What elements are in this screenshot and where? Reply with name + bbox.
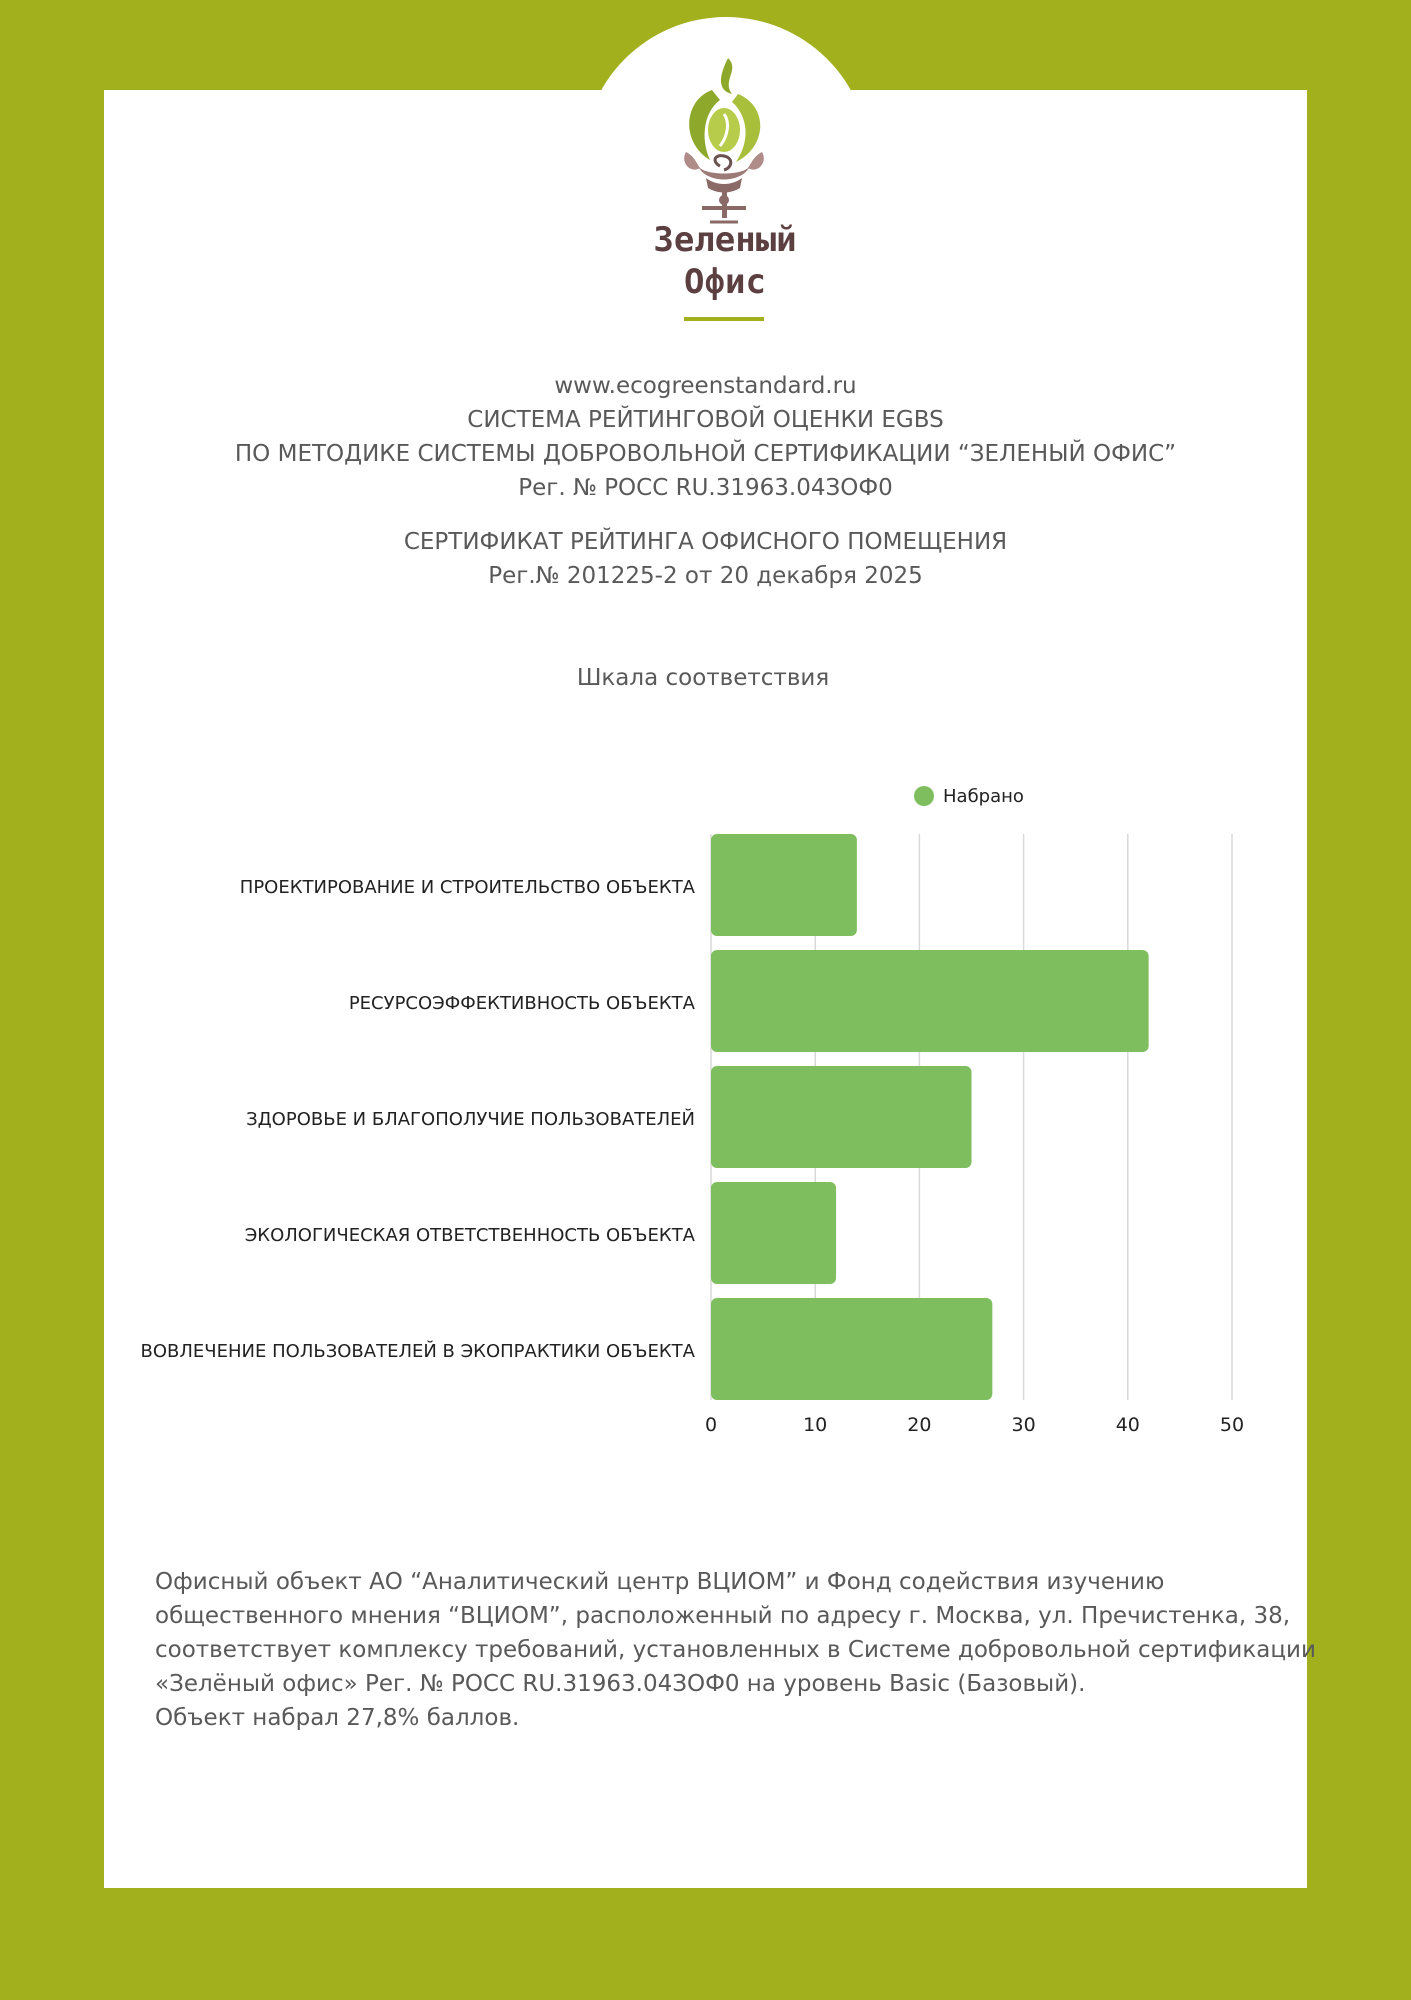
bar (711, 950, 1149, 1052)
x-tick-label: 40 (1115, 1414, 1140, 1436)
system-reg-number: Рег. № РОСС RU.31963.04ЗОФ0 (518, 475, 893, 501)
website: www.ecogreenstandard.ru (554, 373, 857, 399)
x-tick-label: 20 (907, 1414, 932, 1436)
system-name: СИСТЕМА РЕЙТИНГОВОЙ ОЦЕНКИ EGBS (467, 407, 944, 433)
paragraph-line: общественного мнения “ВЦИОМ”, расположенный по адресу г. Москва, ул. Пречистенка, 38, (155, 1603, 1291, 1629)
paragraph-line: соответствует комплексу требований, установленных в Системе добровольной сертификации (155, 1637, 1316, 1663)
bar (711, 1298, 992, 1400)
bar (711, 834, 857, 936)
logo-title-line2: Офис (684, 262, 766, 302)
method-name: ПО МЕТОДИКЕ СИСТЕМЫ ДОБРОВОЛЬНОЙ СЕРТИФИКАЦИИ “ЗЕЛЕНЫЙ ОФИС” (234, 441, 1177, 467)
certificate-title: СЕРТИФИКАТ РЕЙТИНГА ОФИСНОГО ПОМЕЩЕНИЯ (403, 529, 1008, 555)
category-label: ПРОЕКТИРОВАНИЕ И СТРОИТЕЛЬСТВО ОБЪЕКТА (239, 877, 695, 898)
paragraph-line: Объект набрал 27,8% баллов. (155, 1705, 520, 1731)
chart-title: Шкала соответствия (576, 665, 830, 691)
category-label: ЗДОРОВЬЕ И БЛАГОПОЛУЧИЕ ПОЛЬЗОВАТЕЛЕЙ (246, 1109, 695, 1130)
paragraph-line: «Зелёный офис» Рег. № РОСС RU.31963.04ЗОФ0 на уровень Basic (Базовый). (155, 1671, 1086, 1697)
x-tick-label: 30 (1011, 1414, 1036, 1436)
category-label: РЕСУРСОЭФФЕКТИВНОСТЬ ОБЪЕКТА (348, 993, 695, 1014)
x-tick-label: 10 (803, 1414, 828, 1436)
x-tick-label: 0 (704, 1414, 718, 1436)
x-tick-label: 50 (1219, 1414, 1245, 1436)
certificate-number: Рег.№ 201225-2 от 20 декабря 2025 (488, 563, 923, 589)
bar (711, 1182, 836, 1284)
legend-label: Набрано (943, 786, 1024, 807)
conclusion-paragraph (155, 1565, 1316, 1735)
logo-title-line1: Зеленый (653, 220, 797, 260)
legend-marker (914, 786, 934, 806)
category-label: ВОВЛЕЧЕНИЕ ПОЛЬЗОВАТЕЛЕЙ В ЭКОПРАКТИКИ ОБЪЕКТА (140, 1341, 695, 1362)
bar (711, 1066, 972, 1168)
paragraph-line: Офисный объект АО “Аналитический центр ВЦИОМ” и Фонд содействия изучению (155, 1569, 1165, 1595)
category-label: ЭКОЛОГИЧЕСКАЯ ОТВЕТСТВЕННОСТЬ ОБЪЕКТА (244, 1225, 695, 1246)
